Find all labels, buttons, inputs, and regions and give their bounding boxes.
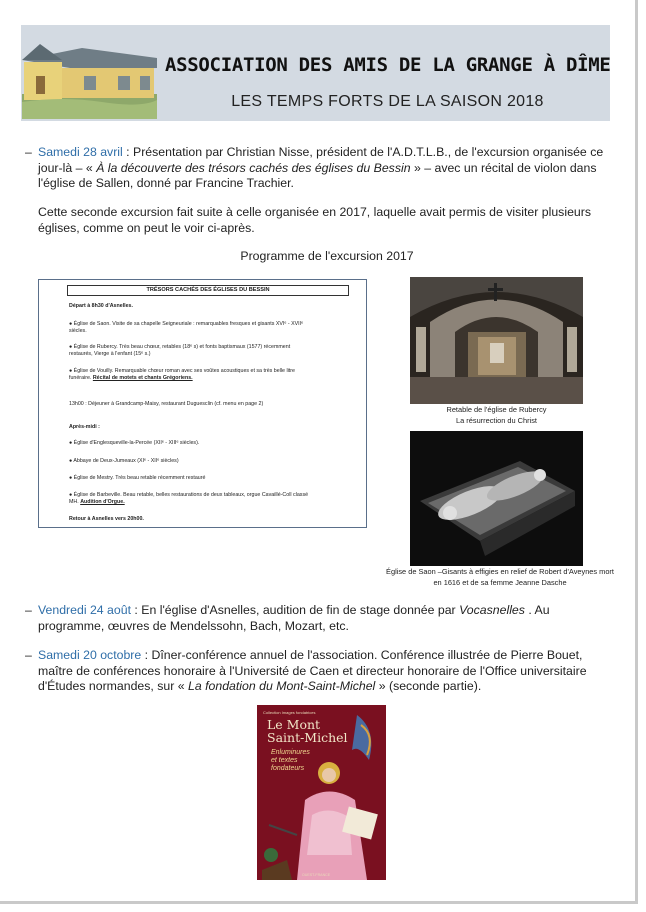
bullet-dash: – [25,648,32,662]
book-title: Le Mont Saint-Michel [267,717,348,745]
bullet-dash: – [25,145,32,159]
barn-watercolor-image [22,36,157,119]
saon-gisants-photo [410,431,583,566]
program-saon-2: siècles. [69,328,87,334]
event3-line3: d'Études normandes, sur « La fondation du Mont-Saint-Michel » (seconde partie). [38,679,482,693]
program-englesqueville: ● Église d'Englesqueville-la-Percée (XIIᵉ - XIIIᵉ siècles). [69,440,200,446]
bullet-dash: – [25,603,32,617]
book-subtitle: Enluminures et textes fondateurs [271,749,310,772]
event3-date: Samedi 20 octobre [38,648,142,662]
header-title: ASSOCIATION DES AMIS DE LA GRANGE À DÎME [165,54,611,76]
event1-line3: l'église de Sallen, donné par Francine Trachier. [38,176,294,190]
program-title: Programme de l'excursion 2017 [240,249,414,263]
event2-line2: programme, œuvres de Mendelssohn, Bach, Mozart, etc. [38,619,349,633]
rubercy-altarpiece-photo [410,277,583,404]
program-rubercy-1: ● Église de Rubercy. Très beau chœur, retables (18ᵉ s) et fonts baptismaux (1577) récemment [69,344,291,350]
header-subtitle: LES TEMPS FORTS DE LA SAISON 2018 [231,93,544,110]
intro-line2: églises, comme on peut le voir ci-après. [38,220,255,235]
book-series: Collection Images fondatrices [263,710,316,715]
program-rubercy-2: restaurés, Vierge à l'enfant (15ᵉ s.) [69,351,151,357]
program-box [38,279,367,528]
event1-line2: jour-là – « À la découverte des trésors cachés des églises du Bessin » – avec un récital de violon dans [38,160,597,175]
book-cover [257,705,386,880]
program-saon-1: ● Église de Saon. Visite de sa chapelle Seigneuriale : remarquables fresques et gisants XVIᵉ - XVIIᵉ [69,321,304,327]
program-deuxjumeaux: ● Abbaye de Deux-Jumeaux (XIᵉ - XIIᵉ siècles) [69,458,179,464]
program-vouilly-1: ● Église de Vouilly. Remarquable chœur roman avec ses voûtes acoustiques et sa très belle litre [69,368,295,374]
program-vouilly-2: funéraire. Récital de motets et chants Grégoriens. [69,375,193,381]
book-publisher: OUEST-FRANCE [302,873,331,877]
program-return: Retour à Asnelles vers 20h00. [69,516,144,522]
book-illumination-image [257,705,386,880]
event2-date: Vendredi 24 août [38,603,131,617]
event1-date: Samedi 28 avril [38,145,123,159]
photo2-caption: Église de Saon –Gisants à effigies en relief de Robert d'Aveynes mort en 1616 et de sa femme Jeanne Dasche [386,567,614,587]
program-depart: Départ à 8h30 d'Asnelles. [69,303,133,309]
photo1-caption: Retable de l'église de Rubercy La résurrection du Christ [446,405,547,425]
intro-line1: Cette seconde excursion fait suite à celle organisée en 2017, laquelle avait permis de visiter plusieurs [38,205,591,219]
event2-line1: Vendredi 24 août : En l'église d'Asnelles, audition de fin de stage donnée par Vocasnelles . Au [38,603,550,617]
event3-line2: maître de conférences honoraire à l'Université de Caen et directeur honoraire de l'Office universitaire [38,663,587,678]
program-mestry: ● Église de Mestry. Très beau retable récemment restauré [69,475,206,481]
program-afternoon: Après-midi : [69,424,100,430]
event3-line1: Samedi 20 octobre : Dîner-conférence annuel de l'association. Conférence illustrée de Pierre Bouet, [38,648,583,662]
program-lunch: 13h00 : Déjeuner à Grandcamp-Maisy, restaurant Duguesclin (cf. menu en page 2) [69,401,264,407]
program-barbeville-2: MH. Audition d'Orgue. [69,499,125,505]
program-barbeville-1: ● Église de Barbeville. Beau retable, belles restaurations de deux tableaux, orgue Cavaillé-Coll classé [69,492,309,498]
program-heading: TRÉSORS CACHÉS DES ÉGLISES DU BESSIN [67,285,349,296]
event1-line1: Samedi 28 avril : Présentation par Christian Nisse, président de l'A.D.T.L.B., de l'excursion organisée ce [38,145,604,159]
